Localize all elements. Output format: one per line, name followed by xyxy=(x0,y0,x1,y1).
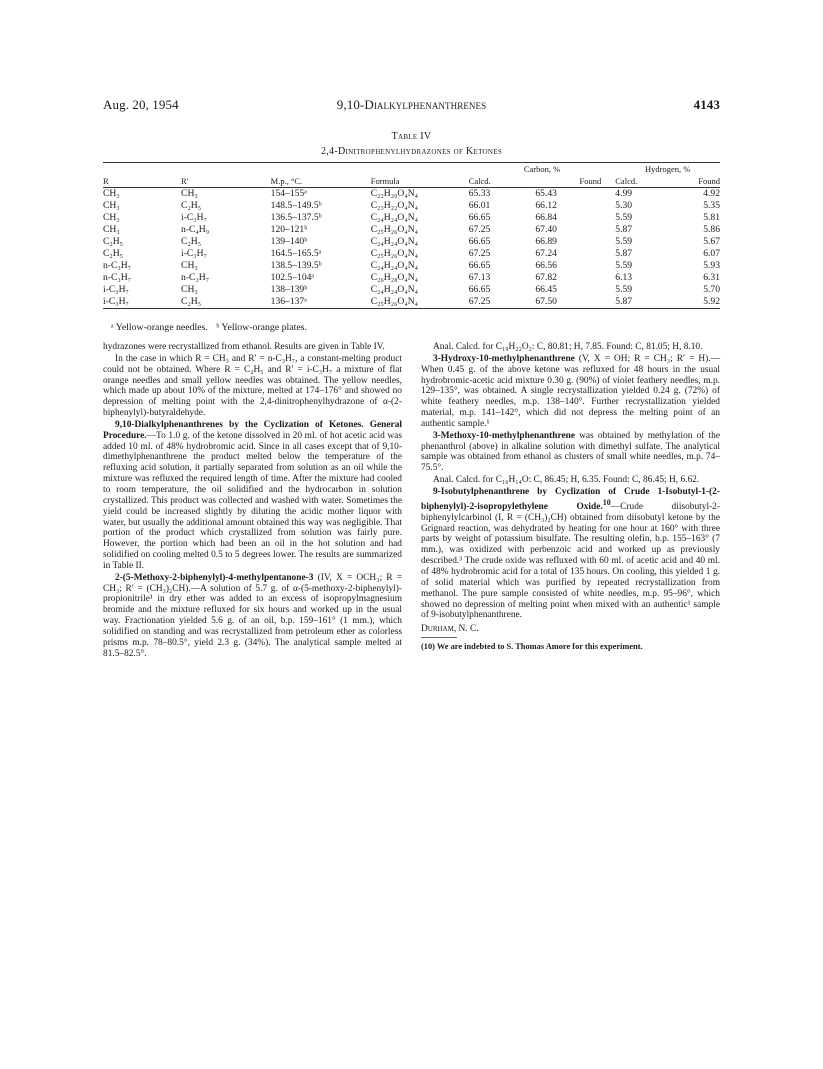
table-caption: 2,4-Dinitrophenylhydrazones of Ketones xyxy=(320,146,503,157)
footnote-reference: 10 xyxy=(602,497,611,507)
table-row: i-C₃H₇ C₂H₅ 136–137ᵃ C₂₅H₂₆O₄N₄ 67.25 67.50 5.87 5.92 xyxy=(103,296,720,307)
procedure-paragraph xyxy=(421,487,720,621)
header-title: 9,10-Dialkylphenanthrenes xyxy=(336,97,487,112)
carbon-group-header: Carbon, % xyxy=(469,163,616,176)
footnote-10: (10) We are indebted to S. Thomas Amore for this experiment. xyxy=(421,642,643,652)
table-body xyxy=(103,188,720,309)
paragraph-body: (V, X = OH; R = CH₃; R′ = H).—When 0.45 g. of the above ketone was refluxed for 48 hours in the usual hydrobromic-acetic acid mixture 0.30 g. (90%) of violet feathery needles, m.p. 129–135°, was obtained. A single recrystallization yielded 0.24 g. (72%) of white feathery needles, m.p. 138–140°. Further recrystallization yielded material, m.p. 141–142°, which did not depress the melting point of an authentic sample.¹ xyxy=(421,353,720,429)
procedure-paragraph xyxy=(421,354,720,430)
compound-heading: 3-Hydroxy-10-methylphenanthrene xyxy=(433,353,575,364)
table-row: CH₃ i-C₃H₇ 136.5–137.5ᵇ C₂₄H₂₄O₄N₄ 66.65 66.84 5.59 5.81 xyxy=(103,212,720,223)
col-header-carbon-calcd: Calcd. xyxy=(469,175,526,188)
col-header-rprime: R′ xyxy=(181,175,271,188)
table-row: C₂H₅ i-C₃H₇ 164.5–165.5ᵃ C₂₅H₂₆O₄N₄ 67.25 67.24 5.87 6.07 xyxy=(103,248,720,259)
procedure-paragraph xyxy=(421,431,720,474)
col-header-r: R xyxy=(103,175,181,188)
table-label: Table IV xyxy=(391,131,432,142)
footnote-divider xyxy=(421,637,457,638)
col-header-hydrogen-found: Found xyxy=(670,175,720,188)
left-column xyxy=(103,342,402,660)
paragraph-body: —To 1.0 g. of the ketone dissolved in 20 ml. of hot acetic acid was added 10 ml. of 48% hydrobromic acid. Since in all cases except that of 9,10-dimethylphenanthrene the product melted below the temperature of the refluxing acid solution, it partially separated from solution as an oil while the mixture was refluxed the required length of time. After the mixture had cooled to room temperature, the oil solidified and the hydrocarbon in solution crystallized. This product was collected and washed with water. Sometimes the yield could be increased slightly by diluting the acidic mother liquor with water, but usually the additional amount obtained this way was negligible. That portion of the product which crystallized from solution was fairly pure. However, the portion which had been an oil in the hot solution and had solidified on cooling melted 0.5 to 5 degrees lower. The results are summarized in Table II. xyxy=(103,430,402,571)
analysis-line: Anal. Calcd. for C₁₉H₂₂O₂: C, 80.81; H, 7.85. Found: C, 81.05; H, 8.10. xyxy=(433,342,703,352)
col-header-hydrogen-calcd: Calcd. xyxy=(615,175,670,188)
table-header-row xyxy=(103,175,720,188)
section-heading: 9,10-Dialkylphenanthrenes by the Cyclization of Ketones. General Procedure. xyxy=(103,419,402,441)
table-row: n-C₃H₇ CH₃ 138.5–139.5ᵇ C₂₄H₂₄O₄N₄ 66.65 66.56 5.59 5.93 xyxy=(103,260,720,271)
header-page-number: 4143 xyxy=(693,97,720,112)
table-row: i-C₃H₇ CH₃ 138–139ᵇ C₂₄H₂₄O₄N₄ 66.65 66.45 5.59 5.70 xyxy=(103,284,720,295)
header-date: Aug. 20, 1954 xyxy=(103,97,179,112)
compound-heading: 9-Isobutylphenanthrene by Cyclization of Crude 1-Isobutyl-1-(2-biphenylyl)-2-isopropylethylene Oxide. xyxy=(421,486,720,512)
hydrogen-group-header: Hydrogen, % xyxy=(615,163,720,176)
table-row: n-C₃H₇ n-C₃H₇ 102.5–104ᵃ C₂₆H₂₈O₄N₄ 67.13 67.82 6.13 6.31 xyxy=(103,272,720,283)
table-footnotes xyxy=(111,322,313,333)
running-header xyxy=(103,97,720,117)
analysis-line: Anal. Calcd. for C₁₆H₁₄O: C, 86.45; H, 6.35. Found: C, 86.45; H, 6.62. xyxy=(433,475,700,486)
paragraph-body: —Crude diisobutyl-2-biphenylylcarbinol (I, R = (CH₃)₂CH) obtained from diisobutyl ketone by the Grignard reaction, was dehydrated by heating for one hour at 160° with three parts by weight of potassium bisulfate. The resulting olefin, b.p. 155–163° (7 mm.), was oxidized with perbenzoic acid and worked up as previously described.³ The crude oxide was refluxed with 60 ml. of acetic acid and 40 ml. of 48% hydrobromic acid for a total of 135 hours. On cooling, this yielded 1 g. of solid material which was purified by repeated recrystallization from methanol. The pure sample consisted of white needles, m.p. 95–96°, which showed no depression of melting point when mixed with an authentic¹ sample of 9-isobutylphenanthrene. xyxy=(421,501,720,621)
table-row: CH₃ n-C₄H₉ 120–121ᵇ C₂₅H₂₆O₄N₄ 67.25 67.40 5.87 5.86 xyxy=(103,224,720,235)
paragraph: hydrazones were recrystallized from ethanol. Results are given in Table IV. xyxy=(103,342,385,352)
table-header-row-group xyxy=(103,163,720,176)
table-row: C₂H₅ C₂H₅ 139–140ᵇ C₂₄H₂₄O₄N₄ 66.65 66.89 5.59 5.67 xyxy=(103,236,720,247)
paragraph: In the case in which R = CH₃ and R′ = n-C₃H₇, a constant-melting product could not be obtained. Where R = C₂H₅ and R′ = i-C₃H₇ a mixture of flat orange needles and small yellow needles was obtained. The yellow needles, which made up about 10% of the mixture, melted at 174–176° and showed no depression of melting point with the 2,4-dinitrophenylhydrazone of α-(2-biphenylyl)-butyraldehyde. xyxy=(103,353,402,419)
col-header-formula: Formula xyxy=(371,175,469,188)
procedure-paragraph xyxy=(103,573,402,660)
col-header-carbon-found: Found xyxy=(525,175,615,188)
data-table xyxy=(103,162,720,309)
table-row: CH₃ CH₃ 154–155ᵃ C₂₂H₂₀O₄N₄ 65.33 65.43 4.99 4.92 xyxy=(103,188,720,199)
compound-heading: 2-(5-Methoxy-2-biphenylyl)-4-methylpentanone-3 xyxy=(115,572,314,583)
table-row: CH₃ C₂H₅ 148.5–149.5ᵇ C₂₃H₂₂O₄N₄ 66.01 66.12 5.30 5.35 xyxy=(103,200,720,211)
compound-heading: 3-Methoxy-10-methylphenanthrene xyxy=(433,430,576,441)
author-location: Durham, N. C. xyxy=(421,624,479,635)
paragraph-body: was obtained by methylation of the phenanthrol (above) in alkaline solution with dimethyl sulfate. The analytical sample was obtained from ethanol as clusters of small white needles, m.p. 74–75.5°. xyxy=(421,430,720,474)
right-column xyxy=(421,342,720,654)
procedure-paragraph xyxy=(103,420,402,572)
paragraph-body: (IV, X = OCH₃; R = CH₃; R′ = (CH₃)₂CH).—A solution of 5.7 g. of α-(5-methoxy-2-biphenylyl)-propionitrile¹ in dry ether was added to an excess of isopropylmagnesium bromide and the mixture refluxed for six hours and worked up in the usual way. Fractionation yielded 5.6 g. of an oil, b.p. 159–161° (1 mm.), which solidified on standing and was recrystallized from petroleum ether as colorless prisms m.p. 78–80.5°, yield 2.3 g. (34%). The analytical sample melted at 81.5–82.5°. xyxy=(103,572,402,659)
table-footnote-a: ᵃ Yellow-orange needles. xyxy=(111,322,208,333)
col-header-mp: M.p., °C. xyxy=(271,175,371,188)
table-footnote-b: ᵇ Yellow-orange plates. xyxy=(216,322,307,333)
